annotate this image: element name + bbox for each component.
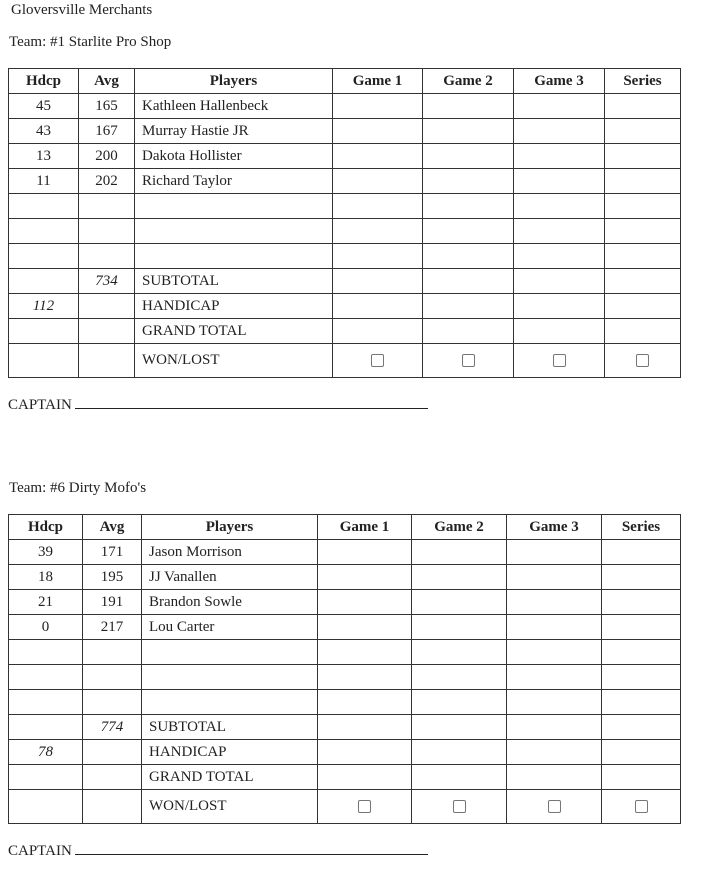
player-row bbox=[9, 144, 681, 169]
player-avg: 202 bbox=[79, 169, 135, 194]
handicap-label: HANDICAP bbox=[135, 294, 333, 319]
game-2-cell bbox=[412, 615, 507, 640]
subtotal-label: SUBTOTAL bbox=[142, 715, 318, 740]
captain-signature-line bbox=[75, 840, 428, 855]
col-hdcp: Hdcp bbox=[9, 515, 83, 540]
col-players: Players bbox=[142, 515, 318, 540]
empty-row bbox=[9, 194, 681, 219]
col-hdcp: Hdcp bbox=[9, 69, 79, 94]
series-cell bbox=[605, 119, 681, 144]
game-2-cell bbox=[423, 119, 514, 144]
game-3-cell bbox=[514, 119, 605, 144]
col-game-2: Game 2 bbox=[423, 69, 514, 94]
player-row bbox=[9, 540, 681, 565]
header-row bbox=[9, 515, 681, 540]
game-1-cell bbox=[333, 144, 423, 169]
player-row bbox=[9, 615, 681, 640]
subtotal-label: SUBTOTAL bbox=[135, 269, 333, 294]
team-2-label: Team: #6 Dirty Mofo's bbox=[9, 480, 147, 496]
game-3-won-checkbox[interactable] bbox=[548, 800, 561, 813]
player-hdcp: 0 bbox=[9, 615, 83, 640]
player-row bbox=[9, 169, 681, 194]
team-1-label: Team: #1 Starlite Pro Shop bbox=[9, 34, 172, 50]
col-game-2: Game 2 bbox=[412, 515, 507, 540]
game-3-cell bbox=[514, 94, 605, 119]
handicap-row bbox=[9, 294, 681, 319]
captain-signature-line bbox=[75, 394, 428, 409]
game-1-cell bbox=[318, 540, 412, 565]
player-name: Brandon Sowle bbox=[142, 590, 318, 615]
player-name: Kathleen Hallenbeck bbox=[135, 94, 333, 119]
player-name: Murray Hastie JR bbox=[135, 119, 333, 144]
grand-total-label: GRAND TOTAL bbox=[135, 319, 333, 344]
empty-row bbox=[9, 665, 681, 690]
player-hdcp: 21 bbox=[9, 590, 83, 615]
col-players: Players bbox=[135, 69, 333, 94]
grand-total-row bbox=[9, 765, 681, 790]
player-avg: 195 bbox=[83, 565, 142, 590]
player-name: Jason Morrison bbox=[142, 540, 318, 565]
player-row bbox=[9, 565, 681, 590]
game-2-won-checkbox[interactable] bbox=[462, 354, 475, 367]
team-1-score-sheet bbox=[8, 68, 681, 378]
game-3-won-checkbox[interactable] bbox=[553, 354, 566, 367]
captain-label: CAPTAIN bbox=[8, 397, 72, 413]
player-hdcp: 39 bbox=[9, 540, 83, 565]
handicap-total: 78 bbox=[9, 740, 83, 765]
team-2-score-sheet bbox=[8, 514, 681, 824]
series-won-checkbox[interactable] bbox=[636, 354, 649, 367]
player-avg: 191 bbox=[83, 590, 142, 615]
won-lost-row bbox=[9, 790, 681, 824]
empty-row bbox=[9, 219, 681, 244]
game-3-cell bbox=[507, 540, 602, 565]
empty-row bbox=[9, 244, 681, 269]
game-1-cell bbox=[333, 169, 423, 194]
col-game-1: Game 1 bbox=[318, 515, 412, 540]
won-lost-label: WON/LOST bbox=[142, 790, 318, 824]
league-title: Gloversville Merchants bbox=[11, 2, 153, 18]
series-won-checkbox[interactable] bbox=[635, 800, 648, 813]
game-3-cell bbox=[507, 590, 602, 615]
game-3-cell bbox=[507, 565, 602, 590]
empty-row bbox=[9, 640, 681, 665]
player-name: Lou Carter bbox=[142, 615, 318, 640]
player-row bbox=[9, 119, 681, 144]
player-name: Richard Taylor bbox=[135, 169, 333, 194]
player-avg: 200 bbox=[79, 144, 135, 169]
game-2-won-checkbox[interactable] bbox=[453, 800, 466, 813]
player-hdcp: 18 bbox=[9, 565, 83, 590]
player-row bbox=[9, 94, 681, 119]
subtotal-row bbox=[9, 715, 681, 740]
grand-total-row bbox=[9, 319, 681, 344]
col-game-3: Game 3 bbox=[514, 69, 605, 94]
game-1-cell bbox=[318, 590, 412, 615]
series-cell bbox=[605, 144, 681, 169]
subtotal-row bbox=[9, 269, 681, 294]
player-hdcp: 13 bbox=[9, 144, 79, 169]
col-series: Series bbox=[605, 69, 681, 94]
empty-row bbox=[9, 690, 681, 715]
player-name: Dakota Hollister bbox=[135, 144, 333, 169]
game-1-won-checkbox[interactable] bbox=[371, 354, 384, 367]
player-avg: 165 bbox=[79, 94, 135, 119]
captain-signature-1 bbox=[8, 394, 428, 414]
series-cell bbox=[602, 540, 681, 565]
game-1-won-checkbox[interactable] bbox=[358, 800, 371, 813]
captain-label: CAPTAIN bbox=[8, 843, 72, 859]
series-cell bbox=[605, 94, 681, 119]
game-2-cell bbox=[412, 565, 507, 590]
game-2-cell bbox=[423, 169, 514, 194]
handicap-label: HANDICAP bbox=[142, 740, 318, 765]
won-lost-label: WON/LOST bbox=[135, 344, 333, 378]
game-1-cell bbox=[333, 94, 423, 119]
handicap-total: 112 bbox=[9, 294, 79, 319]
col-game-1: Game 1 bbox=[333, 69, 423, 94]
series-cell bbox=[605, 169, 681, 194]
subtotal-avg: 734 bbox=[79, 269, 135, 294]
col-series: Series bbox=[602, 515, 681, 540]
player-avg: 167 bbox=[79, 119, 135, 144]
game-3-cell bbox=[514, 169, 605, 194]
game-3-cell bbox=[514, 144, 605, 169]
player-row bbox=[9, 590, 681, 615]
series-cell bbox=[602, 565, 681, 590]
player-hdcp: 43 bbox=[9, 119, 79, 144]
player-avg: 217 bbox=[83, 615, 142, 640]
col-game-3: Game 3 bbox=[507, 515, 602, 540]
captain-signature-2 bbox=[8, 840, 428, 860]
col-avg: Avg bbox=[83, 515, 142, 540]
series-cell bbox=[602, 615, 681, 640]
game-3-cell bbox=[507, 615, 602, 640]
game-2-cell bbox=[412, 540, 507, 565]
player-avg: 171 bbox=[83, 540, 142, 565]
game-2-cell bbox=[423, 94, 514, 119]
player-name: JJ Vanallen bbox=[142, 565, 318, 590]
handicap-row bbox=[9, 740, 681, 765]
player-hdcp: 11 bbox=[9, 169, 79, 194]
won-lost-row bbox=[9, 344, 681, 378]
game-1-cell bbox=[333, 119, 423, 144]
series-cell bbox=[602, 590, 681, 615]
subtotal-avg: 774 bbox=[83, 715, 142, 740]
header-row bbox=[9, 69, 681, 94]
game-2-cell bbox=[412, 590, 507, 615]
game-1-cell bbox=[318, 565, 412, 590]
player-hdcp: 45 bbox=[9, 94, 79, 119]
game-2-cell bbox=[423, 144, 514, 169]
game-1-cell bbox=[318, 615, 412, 640]
grand-total-label: GRAND TOTAL bbox=[142, 765, 318, 790]
col-avg: Avg bbox=[79, 69, 135, 94]
